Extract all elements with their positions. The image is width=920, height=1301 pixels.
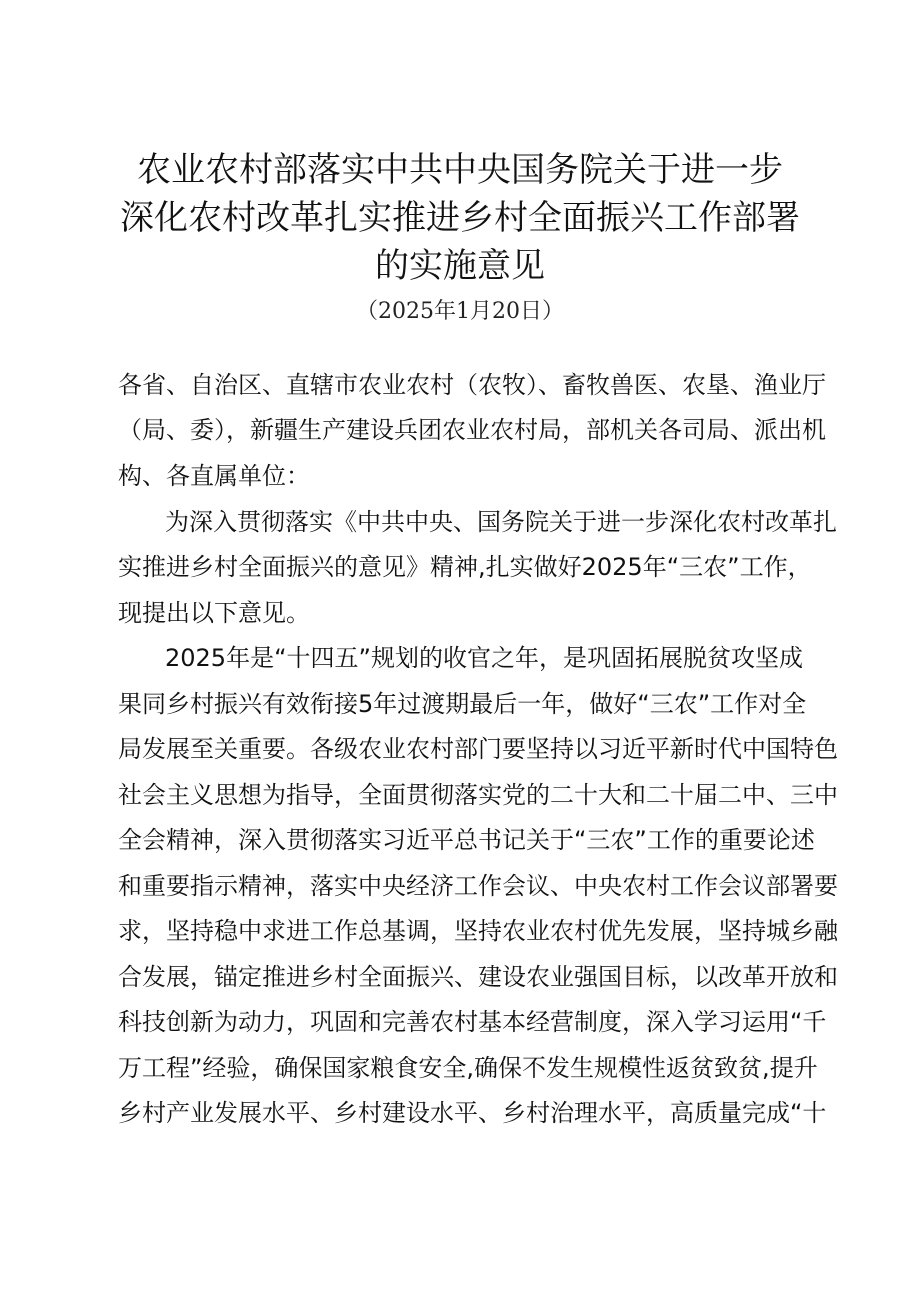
title-line-2: 深化农村改革扎实推进乡村全面振兴工作部署 [120,198,800,238]
body-line-12: 和重要指示精神，落实中央经济工作会议、中央农村工作会议部署要 [118,872,838,900]
body-line-8: 果同乡村振兴有效衔接5年过渡期最后一年，做好“三农”工作对全 [118,690,807,718]
body-line-3: 构、各直属单位： [118,462,310,490]
body-line-11: 全会精神，深入贯彻落实习近平总书记关于“三农”工作的重要论述 [118,826,815,854]
body-line-6: 现提出以下意见。 [118,599,310,627]
body-line-13: 求，坚持稳中求进工作总基调，坚持农业农村优先发展，坚持城乡融 [118,917,838,945]
body-line-4: 为深入贯彻落实《中共中央、国务院关于进一步深化农村改革扎 [165,508,837,536]
body-line-10: 社会主义思想为指导，全面贯彻落实党的二十大和二十届二中、三中 [118,781,838,809]
title-line-1: 农业农村部落实中共中央国务院关于进一步 [137,150,783,190]
title-line-3: 的实施意见 [375,246,545,286]
body-line-1: 各省、自治区、直辖市农业农村（农牧）、畜牧兽医、农垦、渔业厅 [118,371,826,399]
body-line-14: 合发展，锚定推进乡村全面振兴、建设农业强国目标，以改革开放和 [118,963,838,991]
body-line-15: 科技创新为动力，巩固和完善农村基本经营制度，深入学习运用“千 [118,1008,827,1036]
body-line-7: 2025年是“十四五”规划的收官之年，是巩固拓展脱贫攻坚成 [165,644,803,672]
body-line-16: 万工程”经验，确保国家粮食安全,确保不发生规模性返贫致贫,提升 [118,1054,818,1082]
body-line-5: 实推进乡村全面振兴的意见》精神,扎实做好2025年“三农”工作， [118,553,812,581]
body-line-17: 乡村产业发展水平、乡村建设水平、乡村治理水平，高质量完成“十 [118,1099,827,1127]
body-line-9: 局发展至关重要。各级农业农村部门要坚持以习近平新时代中国特色 [118,735,838,763]
body-line-2: （局、委），新疆生产建设兵团农业农村局，部机关各司局、派出机 [118,416,826,444]
document-date: （2025年1月20日） [356,299,564,324]
